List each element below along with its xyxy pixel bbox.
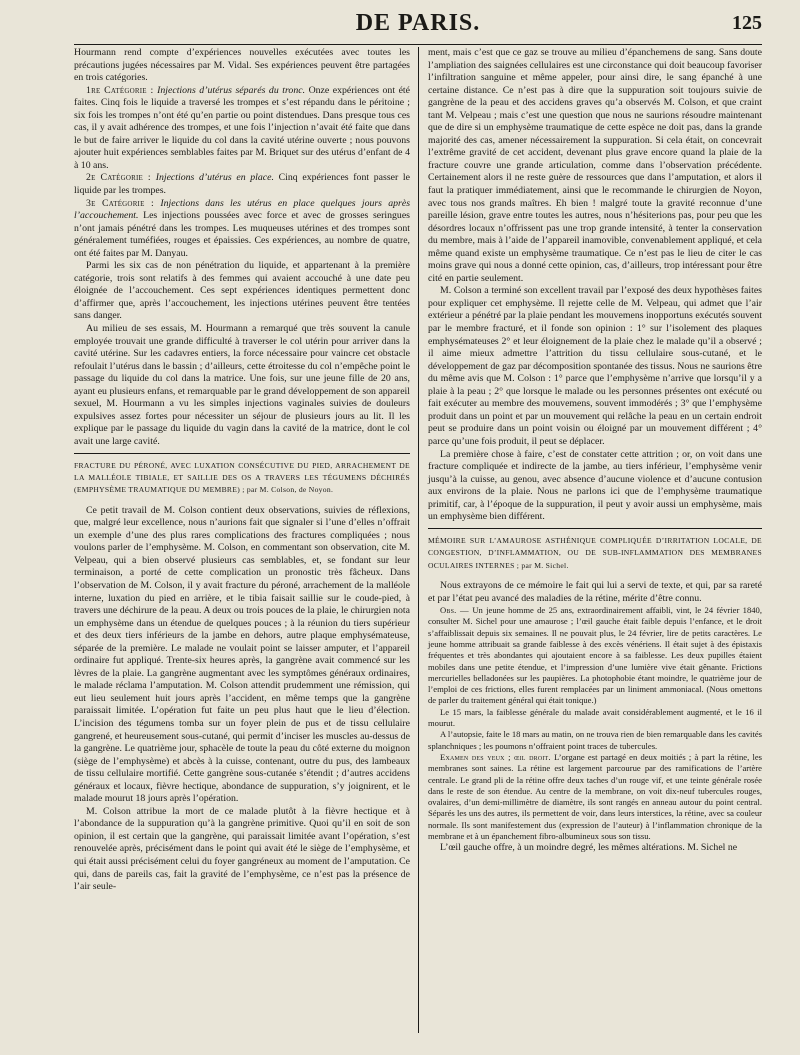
- paragraph-text: Onze expériences ont été faites. Cinq fois le liquide a traversé les trompes et s’est répandu dans le péritoine ; six fois les trompes n’ont été qu’en partie ou point distendues. Dans presque tous ces cas, il y avait adhérence des trompes, et une fois l’injection n’avait été faite que dans le but de faire arriver le liquide du col dans la cavité utérine ouverte ; nous pouvons ajouter huit expériences semblables faites par M. Briquet sur des utérus d’enfant de 4 à 10 ans.: [74, 84, 410, 171]
- paragraph-text: ment, mais c’est que ce gaz se trouve au milieu d’épanchemens de sang. Sans doute l’ampliation des saignées cellulaires est une circonstance qui doit beaucoup favoriser l’infiltration sanguine et même appeler, pour ainsi dire, le sang épanché à une certaine distance. Ce n’est pas à dire que la suppuration soit toujours suivie de gangrène de la peau et des accidens graves qu’a observés M. Colson, et que craint tant M. Velpeau ; mais c’est une question que nous ne saurions résoudre maintenant que de dire si un emphysème traumatique de cette espèce ne doit pas, dans la grande majorité des cas, amener nécessairement la suppuration. Si cela était, on concevrait l’extrême gravité de cet accident, devenant plus grave encore quand la plaie de la fracture couvre une grande articulation, comme dans l’observation précédente. Certainement alors il ne reste guère de ressources que dans l’amputation, et alors il faut la pratiquer immédiatement, ainsi que le recommande le chirurgien de Noyon, avec tous nos grands maîtres. Eh bien ! malgré toute la gravité reconnue d’une pareille lésion, grave entre toutes les autres, nous n’hésiterions pas, pour peu que les désordres locaux n’offrissent pas une trop grande intensité, à tenter la conservation du membre, mais à l’aide de l’appareil inamovible, convenablement appliqué, et cela même quand existe un emphysème traumatique. Ce n’est pas le lieu de citer le cas moins grave qui nous a donné cette opinion, cas, d’ailleurs, trop intéressant pour être cité en partie seulement.: [428, 47, 762, 284]
- paragraph: [74, 505, 410, 806]
- paragraph: [428, 707, 762, 730]
- paragraph: [428, 605, 762, 707]
- paragraph: [74, 323, 410, 448]
- paragraph-text: Au milieu de ses essais, M. Hourmann a remarqué que très souvent la canule employée trouvait une grande difficulté à traverser le col utérin pour arriver dans la cavité utérine. Sur les cadavres entiers, la force nécessaire pour vaincre cet obstacle refoulait l’utérus dans le bassin ; d’ailleurs, cette étroitesse du col n’empêche point le passage du liquide du col dans la matrice. Une fois, sur une jeune fille de 20 ans, ayant eu plusieurs enfans, et remarquable par le grand développement de son appareil sexuel, M. Hourmann a vu les simples injections vaginales suivies de douleurs expulsives assez fortes pour nécessiter un séjour de plusieurs jours au lit. Il les explique par le passage du liquide du vagin dans la cavité de la matrice, dont le col avait une large cavité.: [74, 323, 410, 447]
- paragraph-lead: 3e Catégorie :: [86, 197, 161, 209]
- paragraph-text: Ce petit travail de M. Colson contient deux observations, suivies de réflexions, que, malgré leur excellence, nous n’aurions fait que signaler si l’une d’elles n’offrait un exemple d’une des plus rares complications des fractures compliquées ; nous voulons parler de l’emphysème. M. Colson, en commentant son observation, cite M. Velpeau, qui a bien observé plusieurs cas semblables, et, se fondant sur leur terminaison, a porté de cette complication un pronostic très fâcheux. Dans l’observation de M. Colson, il y avait fracture du péroné, arrachement de la malléole interne, luxation du pied en arrière, et le tibia faisait saillie sur le coude-pied, à travers une déchirure de la peau. A deux ou trois pouces de la plaie, le chirurgien nota un emphysème dans un étendue de quelques pouces ; à la réunion du tiers supérieur et des deux tiers inférieurs de la jambe en dehors, autre plaque emphysémateuse, séparée de la première. Le malade ne voulait point se laisser amputer, et l’appareil ordinaire fut appliqué. Trente-six heures après, la gangrène avait commencé sur les lèvres de la plaie. La gangrène augmentant avec les symptômes généraux ordinaires, le malade réclama l’amputation. M. Colson attendit prudemment une rémission, qui eut lieu seulement huit jours après l’accident, en même temps que la gangrène paraissait limitée. L’opération fut faite un peu plus haut que le lieu d’élection. L’incision des tégumens tomba sur un foyer plein de pus et de tissu cellulaire gangrené, et heureusement sous-cutané, qui permit d’inciser les muscles au-dessus de la gangrène. Le quatrième jour, sphacèle de toute la peau du côté externe du moignon (siège de l’emphysème) et abcès à la cuisse, contenant, outre du pus, des lambeaux de tissu cellulaire mortifié. Cette gangrène sous-cutanée s’étendit ; d’autres accidens généraux et locaux, fièvre hectique, abondance de suppuration, s’y joignirent, et le malade mourut 18 jours après l’opération.: [74, 504, 410, 805]
- paragraph: [428, 729, 762, 752]
- paragraph: [428, 842, 762, 855]
- paragraph-label: Injections dans les utérus en place quelques jours après l’accouchement.: [74, 197, 411, 222]
- paragraph-text: Les injections poussées avec force et avec de grosses seringues n’ont jamais pénétré dans les trompes. Les muqueuses utérines et des trompes sont généralement tuméfiées, rouges et épaissies. Ces expériences, au nombre de quatre, ont été faites par M. Danyau.: [74, 210, 410, 259]
- article-title-text: MÉMOIRE SUR L’AMAUROSE ASTHÉNIQUE COMPLIQUÉE D’IRRITATION LOCALE, DE CONGESTION, D’INFLAMMATION, OU DE SUB-INFLAMMATION DES MEMBRANES OCULAIRES INTERNES ; par M. Sichel.: [428, 535, 762, 570]
- article-title: [74, 453, 410, 497]
- paragraph-text: L’œil gauche offre, à un moindre degré, les mêmes altérations. M. Sichel ne: [440, 842, 738, 854]
- paragraph: [428, 449, 762, 524]
- paragraph: [428, 752, 762, 842]
- paragraph: [74, 260, 410, 323]
- paragraph-text: La première chose à faire, c’est de constater cette attrition ; or, on voit dans une fracture compliquée et indirecte de la jambe, au tiers inférieur, l’emphysème venir jusqu’à la cuisse, au genou, avec absence d’aucune violence et d’aucune contusion aux environs de la plaie. Nous ne parlons ici que de l’emphysème traumatique primitif, car, à l’époque de la suppuration, il peut y avoir aussi un emphysème, mais un emphysème bien différent.: [428, 448, 762, 523]
- paragraph: [74, 85, 410, 173]
- right-column: [418, 47, 762, 1033]
- paragraph-text: L’organe est partagé en deux moitiés ; à part la rétine, les membranes sont saines. La rétine est largement parcourue par des ramifications de l’artère centrale. Le grand pli de la rétine offre deux taches d’un rouge vif, et une teinte générale rosée dans le reste de son étendue. Au centre de la membrane, on voit dix-neuf tubercules rouges, ovalaires, d’un demi-millimètre de diamètre, ils sont rangés en anneau autour du point central. Séparés les uns des autres, ils permettent de voir, dans leurs interstices, la rétine, avec sa couleur normale. Ils sont manifestement dus (expression de l’auteur) à l’inflammation chronique de la membrane et à un épanchement fibro-albumineux sous son tissu.: [428, 751, 762, 842]
- paragraph: [74, 198, 410, 261]
- paragraph-text: M. Colson a terminé son excellent travail par l’exposé des deux hypothèses faites pour expliquer cet emphysème. Il rejette celle de M. Velpeau, qui admet que l’air extérieur a pénétré par la plaie pendant les mouvemens inopportuns exécutés souvent par le membre fracturé, et il fonde son opinion : 1° sur l’isolement des plaques emphysémateuses 2° et leur éloignement de la plaie chez le malade qu’il a observé ; il aime mieux admettre l’attrition du tissu cellulaire sous-cutané, et le développement de gaz par décomposition spontanée des tissus. Nous ne saurions être du même avis que M. Colson : 1° parce que l’emphysème n’arrive que lorsqu’il y a plaie à la peau ; 2° que lorsque le malade ou les personnes présentes ont exécuté ou fait exécuter au membre des mouvemens, souvent immodérés ; 3° que l’emphysème produit dans un point et par un mouvement qui relâche la peau en un certain endroit peut se produire dans un point voisin ou éloigné par un mouvement différent ; 4° parce qu’une fois produit, il peut se déplacer.: [428, 285, 762, 447]
- paragraph-text: Le 15 mars, la faiblesse générale du malade avait considérablement augmenté, et le 16 il mourut.: [428, 706, 762, 729]
- article-title-text: FRACTURE DU PÉRONÉ, AVEC LUXATION CONSÉCUTIVE DU PIED, ARRACHEMENT DE LA MALLÉOLE TIBIALE, ET SAILLIE DES OS A TRAVERS LES TÉGUMENS DÉCHIRÉS (EMPHYSÈME TRAUMATIQUE DU MEMBRE) ; par M. Colson, de Noyon.: [74, 460, 410, 495]
- paragraph: [428, 47, 762, 285]
- article-title: [428, 528, 762, 572]
- paragraph: [74, 806, 410, 894]
- running-header: [74, 0, 762, 45]
- paragraph-text: Parmi les six cas de non pénétration du liquide, et appartenant à la première catégorie, trois sont relatifs à des femmes qui avaient accouché à une date peu éloignée de l’accouchement. Ces sept expériences identiques permettent donc d’affirmer que, après l’accouchement, les injections utérines peuvent être tentées sans danger.: [74, 260, 410, 322]
- page-number: 125: [732, 12, 762, 34]
- running-title: DE PARIS.: [355, 10, 481, 36]
- paragraph-label: Injections d’utérus séparés du tronc.: [157, 84, 306, 96]
- paragraph-text: M. Colson attribue la mort de ce malade plutôt à la fièvre hectique et à l’abondance de la suppuration qu’à la gangrène primitive. Quoi qu’il en soit de son opinion, il est certain que la gangrène, qui paraissait limitée avant l’opération, s’est renouvelée après, précisément dans le point qui avait été le siège de l’emphysème, et qui était aussi précisément celui du foyer gangréneux au moment de l’amputation. Ce qui, dans de pareils cas, fait la gravité de l’emphysème, ce n’est pas la présence de l’air seule-: [74, 805, 410, 893]
- paragraph: [74, 47, 410, 85]
- paragraph-text: Hourmann rend compte d’expériences nouvelles exécutées avec toutes les précautions jugées nécessaires par M. Vidal. Ses expériences peuvent être partagées en trois catégories.: [74, 47, 410, 84]
- paragraph-label: Injections d’utérus en place.: [155, 172, 274, 184]
- left-column: [74, 47, 418, 1033]
- paragraph-lead: 2e Catégorie :: [86, 172, 156, 184]
- paragraph-lead: 1re Catégorie :: [86, 84, 158, 96]
- paragraph-lead: Examen des yeux ; œil droit.: [440, 751, 555, 762]
- paragraph-text: Cinq expériences font passer le liquide par les trompes.: [74, 172, 410, 197]
- paragraph-text: Un jeune homme de 25 ans, extraordinairement affaibli, vint, le 24 février 1840, consulter M. Sichel pour une amaurose ; l’œil gauche était faible depuis l’enfance, et le droit s’affaiblissait depuis six semaines. Il ne pouvait plus, le 24 février, lire de petits caractères. Le jeune homme attribuait sa grande faiblesse à des excès vénériens. Il était sujet à des épistaxis fréquentes et très abondantes qui ajoutaient encore à sa faiblesse. Les deux pupilles étaient mobiles dans une petite étendue, et l’impression d’une lumière vive était gênante. Frictions mercurielles belladonées sur les paupières. La photophobie étant moindre, le quatrième jour de l’emploi de ces frictions, elles furent remplacées par un liniment ammoniacal. (Nous omettons de parler du traitement général qui était tonique.): [428, 605, 762, 706]
- paragraph-text: A l’autopsie, faite le 18 mars au matin, on ne trouva rien de bien remarquable dans les cavités splanchniques ; les poumons n’offraient point traces de tubercules.: [428, 729, 762, 751]
- paragraph: [428, 285, 762, 448]
- paragraph: [428, 580, 762, 605]
- paragraph-lead: Obs. —: [440, 605, 473, 616]
- paragraph-text: Nous extrayons de ce mémoire le fait qui lui a servi de texte, et qui, par sa rareté et par l’état peu avancé des maladies de la rétine, mérite d’être connu.: [428, 580, 762, 604]
- paragraph: [74, 172, 410, 197]
- text-columns: [74, 47, 762, 1033]
